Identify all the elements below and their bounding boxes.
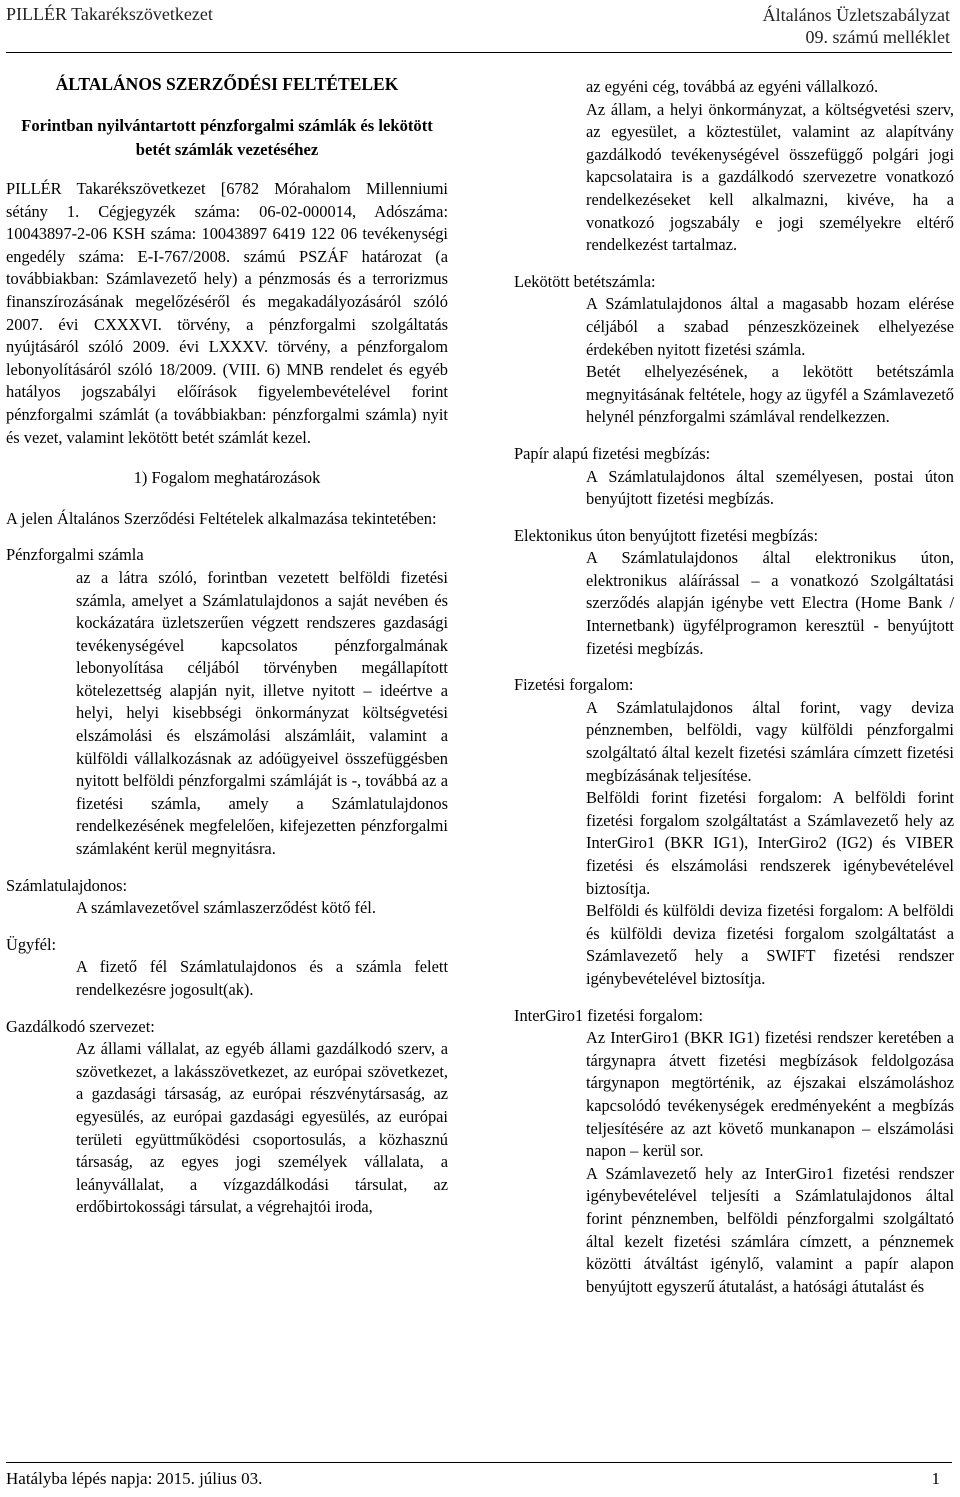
- header-document: [763, 4, 950, 48]
- term-label: Pénzforgalmi számla: [6, 545, 144, 565]
- term-definition: az a látra szóló, forintban vezetett belföldi fizetési számla, amelyet a Számlatulajdonos a saját nevében és kockázatára üzletszerűen végzett rendszeres gazdasági tevékenységével kapcsolatos pénzforgalmának lebonyolítása céljából törvényben megállapított kötelezettség alapján nyit, illetve nyitott – ideértve a helyi, helyi kisebbségi önkormányzat költségvetési elszámolási és elszámolási alszámláit, valamint a külföldi vállalkozásnak az adóügyeivel összefüggésben nyitott belföldi pénzforgalmi számláját is -, továbbá az a fizetési számla, amely a Számlatulajdonos rendelkezésének megfelelően, kifejezetten pénzforgalmi számlaként kerül megnyitásra.: [76, 567, 448, 859]
- effective-date: Hatályba lépés napja: 2015. július 03.: [6, 1469, 263, 1488]
- term-label: Fizetési forgalom:: [514, 675, 634, 695]
- term-label: Papír alapú fizetési megbízás:: [514, 443, 711, 463]
- term-definition: Az InterGiro1 (BKR IG1) fizetési rendszer keretében a tárgynapra átvett fizetési megbízások feldolgozása tárgynapon megtörténik, az éjszakai elszámoláshoz kapcsolódó tevékenységek eredményeként a megbízás teljesítésére az azt követő munkanapon – elszámolási napon – kerül sor.: [586, 1028, 954, 1161]
- header-annex: 09. számú melléklet: [805, 27, 950, 47]
- scope-paragraph: A jelen Általános Szerződési Feltételek alkalmazása tekintetében:: [6, 508, 437, 528]
- term-definition: A Számlatulajdonos által a magasabb hozam elérése céljából a szabad pénzeszközeinek elhelyezése érdekében nyitott fizetési számla.: [586, 294, 954, 359]
- term-definition: Belföldi és külföldi deviza fizetési forgalom: A belföldi és külföldi deviza fizetési forgalom szolgáltatást a Számlavezető hely a SWIFT fizetési rendszer igénybevételével biztosítja.: [586, 901, 954, 988]
- left-column: [6, 72, 448, 1219]
- term-definition: Belföldi forint fizetési forgalom: A belföldi forint fizetési forgalom szolgáltatást a Számlavezető hely az InterGiro1 (BKR IG1), InterGiro2 (IG2) és VIBER fizetési és elszámolási rendszerek igénybevételével biztosítja.: [586, 788, 954, 898]
- term-definition: Az állami vállalat, az egyéb állami gazdálkodó szerv, a szövetkezet, a lakásszövetkezet, az európai szövetkezet, a gazdasági társaság, az európai részvénytársaság, az egyesülés, az európai gazdasági egyesülés, az európai területi együttműködési csoportosulás, a közhasznú társaság, az egyes jogi személyek vállalata, a leányvállalat, a vízgazdálkodási társulat, az erdőbirtokossági társulat, a végrehajtói iroda,: [76, 1039, 448, 1217]
- term-definition: A fizető fél Számlatulajdonos és a számla felett rendelkezésre jogosult(ak).: [76, 957, 448, 999]
- term-label: Számlatulajdonos:: [6, 875, 128, 895]
- header-company: PILLÉR Takarékszövetkezet: [6, 4, 213, 24]
- term-label: Lekötött betétszámla:: [514, 271, 656, 291]
- term-label: Ügyfél:: [6, 934, 57, 954]
- page-number: 1: [931, 1469, 940, 1488]
- footer-divider: [6, 1462, 952, 1463]
- section-heading: 1) Fogalom meghatározások: [133, 468, 321, 488]
- term-definition: A Számlatulajdonos által forint, vagy deviza pénznemben, belföldi, vagy külföldi pénzforgalmi szolgáltató által kezelt fizetési számlára címzett fizetési megbízásának teljesítése.: [586, 697, 954, 785]
- term-label: InterGiro1 fizetési forgalom:: [514, 1005, 704, 1025]
- intro-paragraph: PILLÉR Takarékszövetkezet [6782 Mórahalom Millenniumi sétány 1. Cégjegyzék száma: 06-02-000014, Adószáma: 10043897-2-06 KSH száma: 10043897 6419 122 06 tevékenységi engedély száma: E-I-767/2008. számú PSZÁF határozat (a továbbiakban: Számlavezető hely) a pénzmosás és a terrorizmus finanszírozásának megelőzéséről és megakadályozásáról szóló 2007. évi CXXXVI. törvény, a pénzforgalmi szolgáltatás nyújtásáról szóló 2009. évi LXXXV. törvény, a pénzforgalom lebonyolításáról szóló 18/2009. (VIII. 6) MNB rendelet és egyéb hatályos jogszabályi előírások figyelembevételével forint pénzforgalmi számlát (a továbbiakban: pénzforgalmi számla) nyit és vezet, valamint lekötött betét számlát kezel.: [6, 179, 448, 447]
- term-definition: Betét elhelyezésének, a lekötött betétszámla megnyitásának feltétele, hogy az ügyfél a Számlavezető helynél pénzforgalmi számlával rendelkezzen.: [586, 362, 954, 427]
- term-definition: A Számlatulajdonos által elektronikus úton, elektronikus aláírással – a vonatkozó Szolgáltatási szerződés alapján igénybe vett Electra (Home Bank / Internetbank) ügyfélprogramon keresztül - benyújtott fizetési megbízás.: [586, 548, 954, 658]
- document-subtitle: Forintban nyilvántartott pénzforgalmi számlák és lekötött betét számlák vezetéséhez: [21, 116, 433, 159]
- term-definition: A Számlavezető hely az InterGiro1 fizetési rendszer igénybevételével teljesíti a Számlatulajdonos által forint pénznemben, belföldi pénzforgalmi szolgáltató által kezelt fizetési számlára címzett, a pénznemek közötti átváltást igénylő, valamint a papír alapon benyújtott egyszerű átutalást, a hatósági átutalást és: [586, 1163, 954, 1296]
- term-definition: A Számlatulajdonos által személyesen, postai úton benyújtott fizetési megbízás.: [586, 466, 954, 509]
- right-column: [514, 76, 954, 1298]
- term-label: Elektonikus úton benyújtott fizetési megbízás:: [514, 525, 819, 545]
- continued-definition: Az állam, a helyi önkormányzat, a költségvetési szerv, az egyesület, a köztestület, valamint az alapítvány gazdálkodó tevékenységével összefüggő polgári jogi kapcsolataira is a gazdálkodó szervezetre vonatkozó rendelkezéseket kell alkalmazni, kivéve, ha a vonatkozó jogszabály e jogi személyekre eltérő rendelkezést tartalmaz.: [586, 99, 954, 255]
- continued-definition: az egyéni cég, továbbá az egyéni vállalkozó.: [586, 77, 879, 96]
- document-title: ÁLTALÁNOS SZERZŐDÉSI FELTÉTELEK: [55, 74, 399, 94]
- header-doc-title: Általános Üzletszabályzat: [762, 5, 950, 25]
- term-label: Gazdálkodó szervezet:: [6, 1016, 155, 1036]
- header-divider: [6, 52, 952, 53]
- term-definition: A számlavezetővel számlaszerződést kötő fél.: [76, 898, 376, 918]
